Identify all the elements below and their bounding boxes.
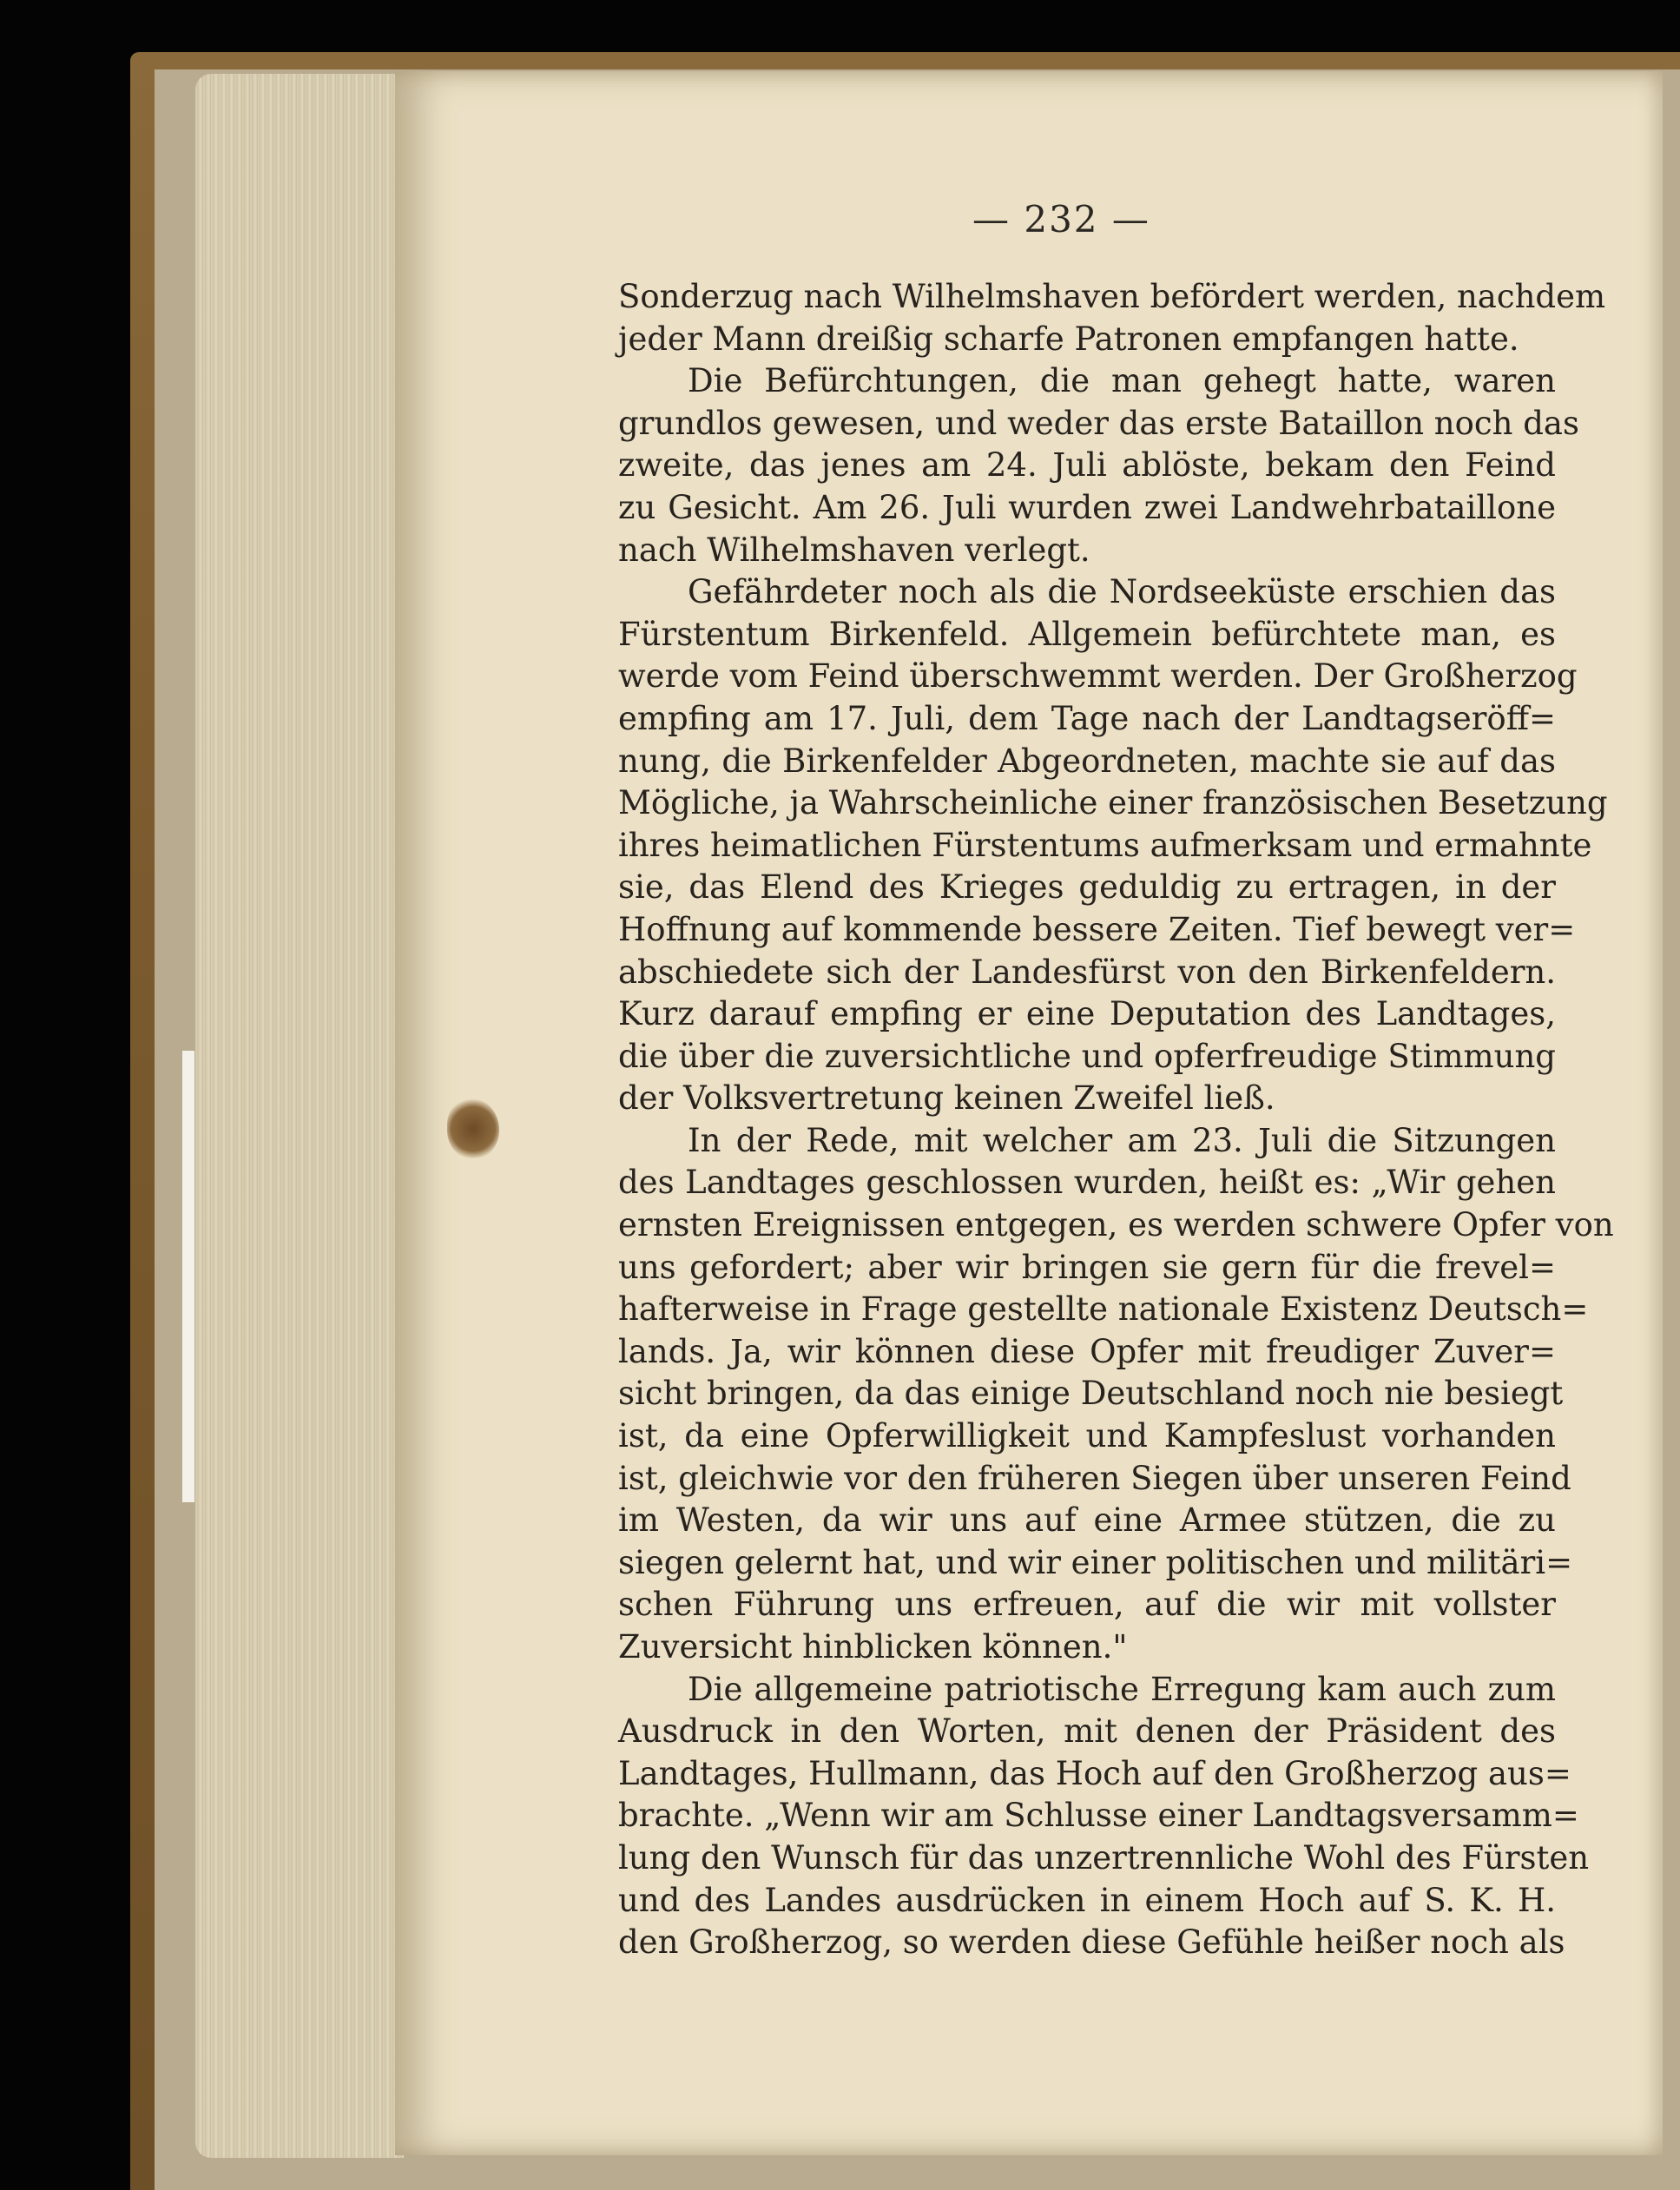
text-line: abschiedete sich der Landesfürst von den Birkenfeldern. <box>618 953 1556 991</box>
text-line: sie, das Elend des Krieges geduldig zu ertragen, in der <box>618 868 1556 907</box>
page-number: — 232 — <box>972 198 1150 241</box>
text-line: jeder Mann dreißig scharfe Patronen empfangen hatte. <box>618 320 1519 358</box>
text-line: der Volksvertretung keinen Zweifel ließ. <box>618 1079 1275 1118</box>
text-line: uns gefordert; aber wir bringen sie gern für die frevel= <box>618 1248 1556 1286</box>
text-line: brachte. „Wenn wir am Schlusse einer Landtagsversamm= <box>618 1797 1579 1835</box>
text-line: Landtages, Hullmann, das Hoch auf den Großherzog aus= <box>618 1754 1571 1792</box>
text-line: Fürstentum Birkenfeld. Allgemein befürchtete man, es <box>618 615 1556 653</box>
text-line: lands. Ja, wir können diese Opfer mit freudiger Zuver= <box>618 1332 1556 1370</box>
text-line: zweite, das jenes am 24. Juli ablöste, bekam den Feind <box>618 446 1556 485</box>
text-line: zu Gesicht. Am 26. Juli wurden zwei Landwehrbataillone <box>618 488 1556 526</box>
text-line: grundlos gewesen, und weder das erste Bataillon noch das <box>618 404 1579 442</box>
text-line: ist, da eine Opferwilligkeit und Kampfeslust vorhanden <box>618 1417 1556 1455</box>
paper-strip <box>182 1051 194 1502</box>
text-line: werde vom Feind überschwemmt werden. Der Großherzog <box>618 657 1578 696</box>
text-line: In der Rede, mit welcher am 23. Juli die Sitzungen <box>688 1121 1556 1159</box>
text-line: siegen gelernt hat, und wir einer politischen und militäri= <box>618 1543 1573 1581</box>
text-line: Kurz darauf empfing er eine Deputation des Landtages, <box>618 995 1556 1033</box>
text-line: des Landtages geschlossen wurden, heißt es: „Wir gehen <box>618 1164 1556 1202</box>
text-line: die über die zuversichtliche und opferfreudige Stimmung <box>618 1037 1556 1075</box>
text-line: Mögliche, ja Wahrscheinliche einer französischen Besetzung <box>618 784 1608 822</box>
text-line: schen Führung uns erfreuen, auf die wir mit vollster <box>618 1586 1556 1624</box>
text-line: lung den Wunsch für das unzertrennliche Wohl des Fürsten <box>618 1838 1590 1877</box>
body-text <box>618 276 1614 1964</box>
ink-stain <box>447 1098 499 1159</box>
text-line: Ausdruck in den Worten, mit denen der Präsident des <box>618 1712 1556 1751</box>
text-line: nach Wilhelmshaven verlegt. <box>618 531 1090 569</box>
text-line: hafterweise in Frage gestellte nationale Existenz Deutsch= <box>618 1290 1589 1329</box>
text-line: Zuversicht hinblicken können." <box>618 1628 1128 1666</box>
text-line: nung, die Birkenfelder Abgeordneten, machte sie auf das <box>618 742 1556 780</box>
text-line: im Westen, da wir uns auf eine Armee stützen, die zu <box>618 1501 1556 1540</box>
text-line: Hoffnung auf kommende bessere Zeiten. Tief bewegt ver= <box>618 910 1576 948</box>
text-line: Gefährdeter noch als die Nordseeküste erschien das <box>688 573 1556 611</box>
text-line: empfing am 17. Juli, dem Tage nach der Landtagseröff= <box>618 699 1556 737</box>
text-line: den Großherzog, so werden diese Gefühle heißer noch als <box>618 1923 1565 1962</box>
text-line: ist, gleichwie vor den früheren Siegen über unseren Feind <box>618 1459 1571 1497</box>
text-line: Sonderzug nach Wilhelmshaven befördert werden, nachdem <box>618 278 1606 315</box>
page-edges <box>195 74 404 2158</box>
text-line: und des Landes ausdrücken in einem Hoch auf S. K. H. <box>618 1881 1556 1919</box>
text-line: ihres heimatlichen Fürstentums aufmerksam und ermahnte <box>618 826 1592 864</box>
text-line: sicht bringen, da das einige Deutschland noch nie besiegt <box>618 1375 1564 1413</box>
text-line: Die Befürchtungen, die man gehegt hatte, waren <box>688 362 1556 400</box>
text-line: Die allgemeine patriotische Erregung kam auch zum <box>688 1670 1556 1708</box>
text-line: ernsten Ereignissen entgegen, es werden schwere Opfer von <box>618 1206 1614 1244</box>
